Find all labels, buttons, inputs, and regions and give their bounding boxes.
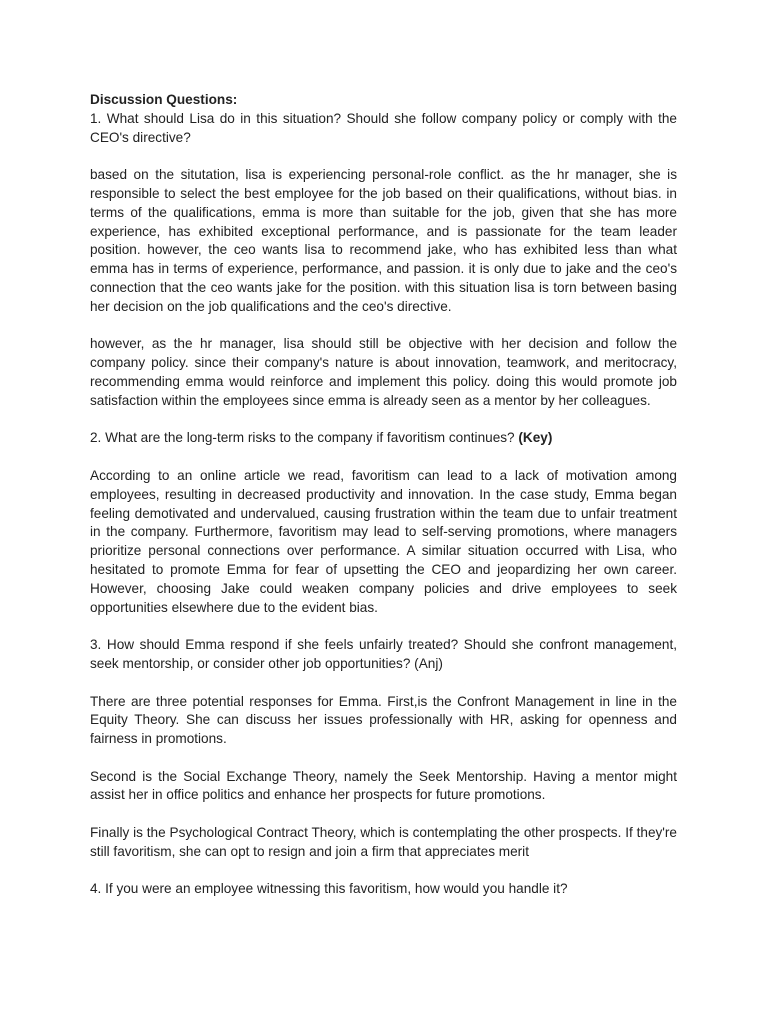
question-1-block	[90, 91, 677, 147]
answer-2-paragraph: According to an online article we read, favoritism can lead to a lack of motivation among employees, resulting in decreased productivity and innovation. In the case study, Emma began feeling demotivated and undervalued, causing frustration within the team due to unfair treatment in the company. Furthermore, favoritism may lead to self-serving promotions, where managers prioritize personal connections over performance. A similar situation occurred with Lisa, who hesitated to promote Emma for fear of upsetting the CEO and jeopardizing her own career. However, choosing Jake could weaken company policies and drive employees to seek opportunities elsewhere due to the evident bias.	[90, 467, 677, 615]
question-1: 1. What should Lisa do in this situation? Should she follow company policy or comply with the CEO's directive?	[90, 110, 677, 145]
discussion-heading: Discussion Questions:	[90, 92, 238, 107]
question-2-text: 2. What are the long-term risks to the company if favoritism continues?	[90, 430, 515, 446]
answer-1-paragraph-2: however, as the hr manager, lisa should still be objective with her decision and follow the company policy. since their company's nature is about innovation, teamwork, and meritocracy, recommending emma would reinforce and implement this policy. doing this would promote job satisfaction within the employees since emma is already seen as a mentor by her colleagues.	[90, 336, 677, 408]
question-2	[90, 429, 677, 448]
answer-1-paragraph-1: based on the situtation, lisa is experiencing personal-role conflict. as the hr manager, she is responsible to select the best employee for the job based on their qualifications, without bias. in terms of the qualifications, emma is more than suitable for the job, given that she has more experience, has exhibited exceptional performance, and is passionate for the team leader position. however, the ceo wants lisa to recommend jake, who has exhibited less than what emma has in terms of experience, performance, and passion. it is only due to jake and the ceo's connection that the ceo wants jake for the position. with this situation lisa is torn between basing her decision on the job qualifications and the ceo's directive.	[90, 167, 677, 314]
answer-3-paragraph-3: Finally is the Psychological Contract Theory, which is contemplating the other prospects. If they're still favoritism, she can opt to resign and join a firm that appreciates merit	[90, 825, 677, 859]
question-3: 3. How should Emma respond if she feels unfairly treated? Should she confront management, seek mentorship, or consider other job opportunities? (Anj)	[90, 637, 677, 671]
question-2-tag: (Key)	[518, 430, 553, 446]
question-4: 4. If you were an employee witnessing this favoritism, how would you handle it?	[90, 881, 568, 897]
answer-3-paragraph-1: There are three potential responses for Emma. First,is the Confront Management in line in the Equity Theory. She can discuss her issues professionally with HR, asking for openness and fairness in promotions.	[90, 693, 677, 747]
document-page	[90, 91, 677, 918]
answer-3-paragraph-2: Second is the Social Exchange Theory, namely the Seek Mentorship. Having a mentor might assist her in office politics and enhance her prospects for future promotions.	[90, 768, 677, 803]
